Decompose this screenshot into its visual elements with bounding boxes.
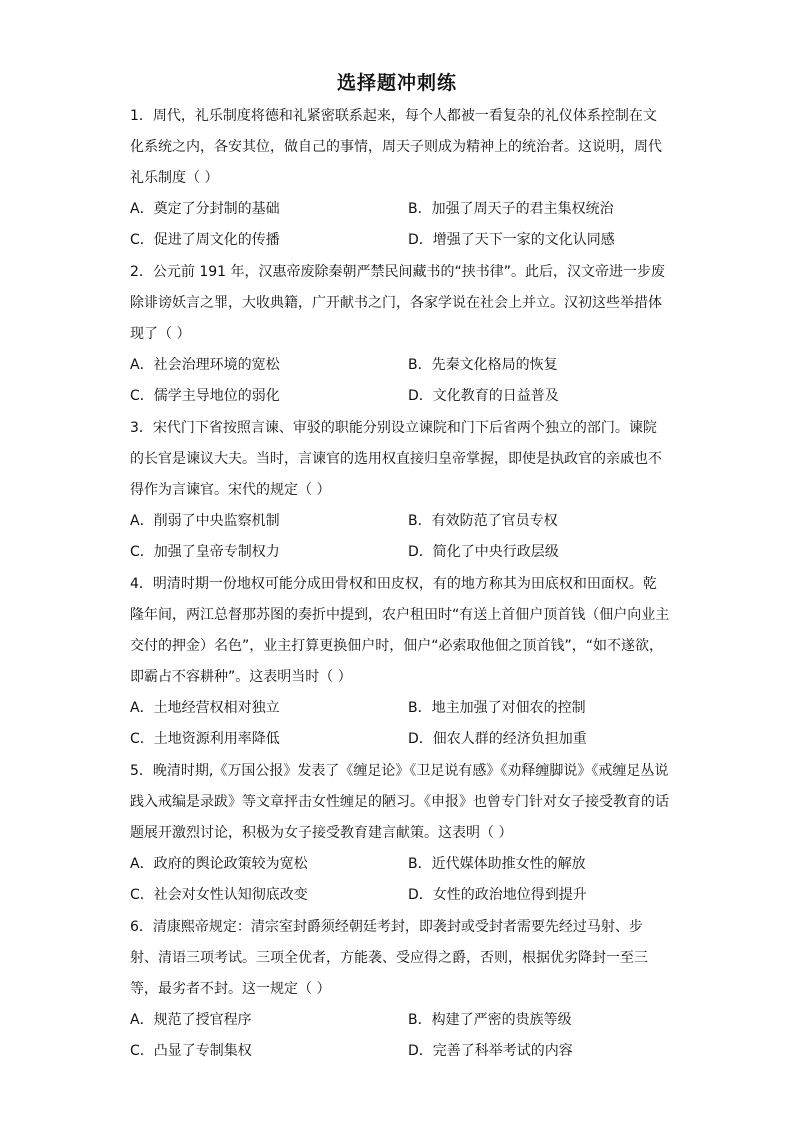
options-grid: [130, 849, 670, 911]
option-a: A．政府的舆论政策较为宽松: [130, 856, 308, 872]
option-b: B．构建了严密的贵族等级: [408, 1012, 572, 1028]
option-b: B．加强了周天子的君主集权统治: [408, 201, 614, 217]
option-d: D．文化教育的日益普及: [408, 388, 559, 404]
option-c: C．社会对女性认知彻底改变: [130, 887, 308, 903]
option-b: B．近代媒体助推女性的解放: [408, 856, 586, 872]
question-4: [130, 569, 670, 755]
question-stem: 6．清康熙帝规定：清宗室封爵须经朝廷考封，即袭封或受封者需要先经过马射、步射、清语三项考试。三项全优者，方能袭、受应得之爵，否则，根据优劣降封一至三等，最劣者不封。这一规定（ ）: [130, 919, 648, 997]
option-a: A．规范了授官程序: [130, 1012, 252, 1028]
option-a: A．土地经营权相对独立: [130, 700, 280, 716]
option-d: D．女性的政治地位得到提升: [408, 887, 587, 903]
option-c: C．土地资源利用率降低: [130, 731, 280, 747]
question-5: [130, 756, 670, 911]
question-stem: 5．晚清时期,《万国公报》发表了《缠足论》《卫足说有感》《劝释缠脚说》《戒缠足丛说践入戒编是录跋》等文章抨击女性缠足的陋习。《申报》也曾专门针对女子接受教育的话题展开激烈讨论，积极为女子接受教育建言献策。这表明（ ）: [130, 763, 669, 841]
options-grid: [130, 350, 670, 412]
option-d: D．增强了天下一家的文化认同感: [408, 232, 615, 248]
options-grid: [130, 506, 670, 568]
question-6: [130, 912, 670, 1067]
option-c: C．促进了周文化的传播: [130, 232, 280, 248]
option-a: A．削弱了中央监察机制: [130, 513, 280, 529]
page-title: 选择题冲刺练: [336, 72, 457, 94]
options-grid: [130, 194, 670, 256]
option-b: B．先秦文化格局的恢复: [408, 357, 558, 373]
question-3: [130, 413, 670, 568]
option-a: A．社会治理环境的宽松: [130, 357, 280, 373]
question-stem: 3．宋代门下省按照言谏、审驳的职能分别设立谏院和门下后省两个独立的部门。谏院的长官是谏议大夫。当时，言谏官的选用权直接归皇帝掌握，即使是执政官的亲戚也不得作为言谏官。宋代的规定（ ）: [130, 420, 662, 498]
option-d: D．佃农人群的经济负担加重: [408, 731, 587, 747]
question-2: [130, 257, 670, 412]
question-stem: 1．周代，礼乐制度将德和礼紧密联系起来，每个人都被一看复杂的礼仪体系控制在文化系统之内，各安其位，做自己的事情，周天子则成为精神上的统治者。这说明，周代礼乐制度（ ）: [130, 108, 662, 186]
options-grid: [130, 1005, 670, 1067]
option-d: D．简化了中央行政层级: [408, 544, 559, 560]
option-c: C．加强了皇帝专制权力: [130, 544, 280, 560]
option-b: B．地主加强了对佃农的控制: [408, 700, 586, 716]
question-stem: 4．明清时期一份地权可能分成田骨权和田皮权，有的地方称其为田底权和田面权。乾隆年间，两江总督那苏图的奏折中提到，农户租田时“有送上首佃户顶首钱（佃户向业主交付的押金）名色”，业主打算更换佃户时，佃户“必索取他佃之顶首钱”，“如不遂欲，即霸占不容耕种”。这表明当时（ ）: [130, 576, 670, 685]
question-stem: 2．公元前 191 年，汉惠帝废除秦朝严禁民间藏书的“挟书律”。此后，汉文帝进一步废除诽谤妖言之罪，大收典籍，广开献书之门，各家学说在社会上并立。汉初这些举措体现了（ ）: [130, 264, 666, 342]
option-d: D．完善了科举考试的内容: [408, 1043, 573, 1059]
option-a: A．奠定了分封制的基础: [130, 201, 280, 217]
option-c: C．凸显了专制集权: [130, 1043, 252, 1059]
question-1: [130, 101, 670, 256]
options-grid: [130, 693, 670, 755]
option-b: B．有效防范了官员专权: [408, 513, 558, 529]
option-c: C．儒学主导地位的弱化: [130, 388, 280, 404]
